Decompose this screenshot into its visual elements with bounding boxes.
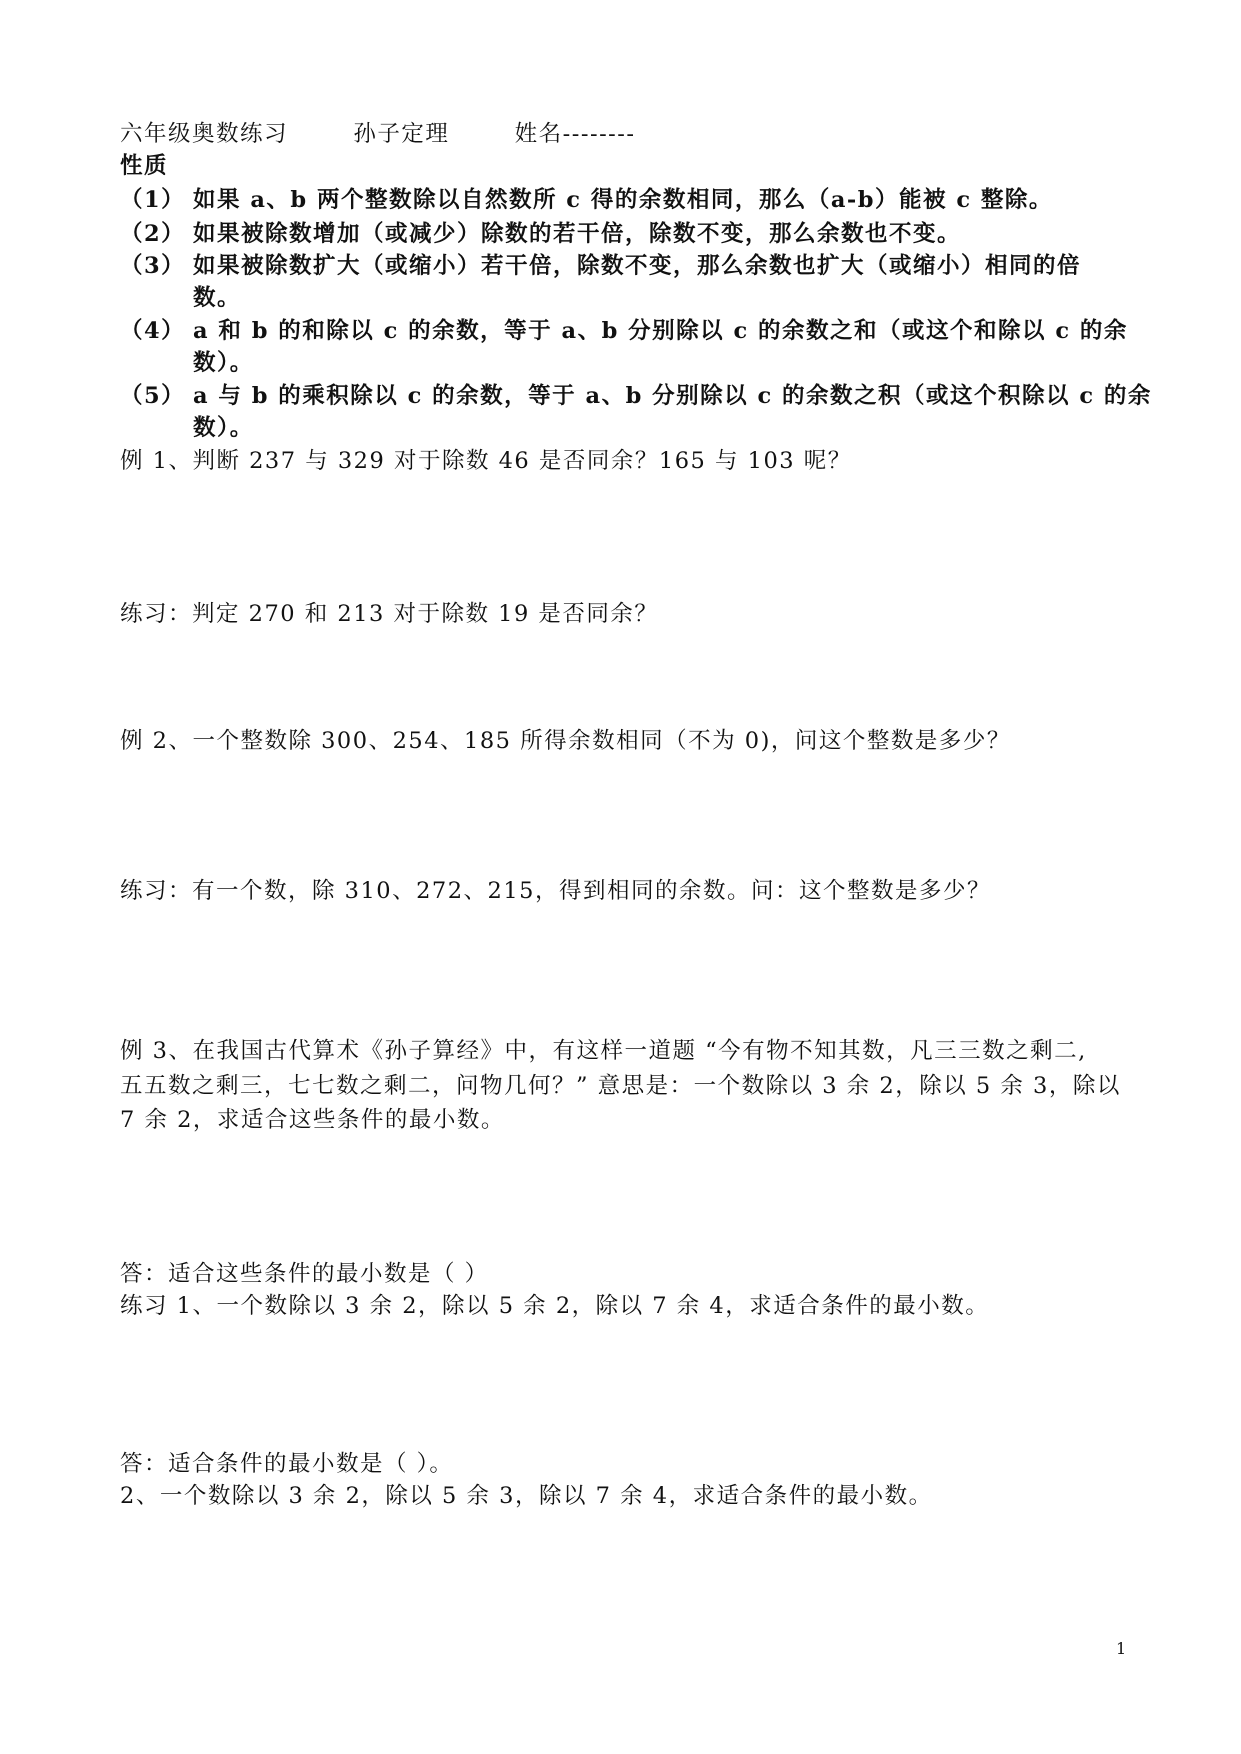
example-3-line-1: 例 3、在我国古代算术《孙子算经》中，有这样一道题 “今有物不知其数，凡三三数之剩二, (120, 1038, 1087, 1064)
property-text: 如果 a、b 两个整数除以自然数所 c 得的余数相同，那么（a-b）能被 c 整除。 (193, 187, 1053, 213)
properties-heading: 性质 (120, 153, 169, 179)
property-text: 如果被除数扩大（或缩小）若干倍，除数不变，那么余数也扩大（或缩小）相同的倍 (193, 253, 1082, 279)
property-item-3-continuation: 数。 (193, 285, 242, 311)
answer-1: 答：适合这些条件的最小数是（ ） (120, 1261, 489, 1287)
property-item-2 (120, 218, 961, 250)
property-item-1 (120, 184, 1053, 216)
example-3-line-3: 7 余 2，求适合这些条件的最小数。 (120, 1107, 505, 1133)
property-number: （4） (120, 318, 186, 344)
property-text: a 与 b 的乘积除以 c 的余数，等于 a、b 分别除以 c 的余数之积（或这个积除以 c 的余 (193, 383, 1152, 409)
practice-4: 2、一个数除以 3 余 2，除以 5 余 3，除以 7 余 4，求适合条件的最小数。 (120, 1483, 933, 1509)
property-item-4 (120, 315, 1128, 347)
page-number: 1 (1116, 1639, 1127, 1658)
example-3-line-2: 五五数之剩三，七七数之剩二，问物几何？” 意思是：一个数除以 3 余 2，除以 5 余 3，除以 (120, 1073, 1121, 1099)
example-1: 例 1、判断 237 与 329 对于除数 46 是否同余？165 与 103 呢？ (120, 448, 852, 474)
property-number: （1） (120, 187, 186, 213)
property-item-5 (120, 380, 1152, 412)
worksheet-topic: 孙子定理 (353, 121, 450, 147)
student-name-label: 姓名-------- (514, 121, 636, 147)
property-item-3 (120, 250, 1081, 282)
practice-3: 练习 1、一个数除以 3 余 2，除以 5 余 2，除以 7 余 4，求适合条件的最小数。 (120, 1293, 990, 1319)
worksheet-title: 六年级奥数练习 (120, 121, 289, 147)
answer-2: 答：适合条件的最小数是（ ）。 (120, 1451, 454, 1477)
property-number: （2） (120, 221, 186, 247)
property-text: 如果被除数增加（或减少）除数的若干倍，除数不变，那么余数也不变。 (193, 221, 962, 247)
practice-1: 练习：判定 270 和 213 对于除数 19 是否同余？ (120, 601, 659, 627)
worksheet-header (120, 118, 635, 150)
property-item-5-continuation: 数）。 (193, 415, 254, 441)
property-number: （3） (120, 253, 186, 279)
practice-2: 练习：有一个数，除 310、272、215，得到相同的余数。问：这个整数是多少？ (120, 878, 991, 904)
property-text: a 和 b 的和除以 c 的余数，等于 a、b 分别除以 c 的余数之和（或这个和除以 c 的余 (193, 318, 1128, 344)
property-item-4-continuation: 数）。 (193, 350, 254, 376)
property-number: （5） (120, 383, 186, 409)
example-2: 例 2、一个整数除 300、254、185 所得余数相同（不为 0)，问这个整数是多少？ (120, 728, 1011, 754)
